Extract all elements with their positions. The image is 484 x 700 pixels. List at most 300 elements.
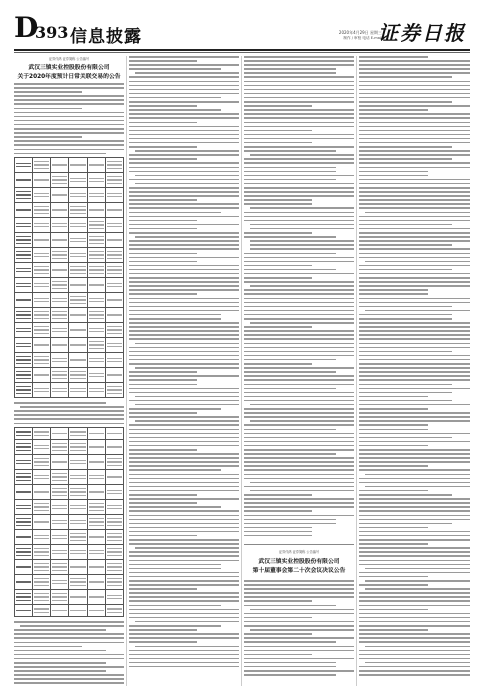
text-line	[129, 126, 239, 128]
text-line	[244, 68, 336, 70]
table-cell	[69, 173, 87, 188]
text-line	[244, 478, 354, 480]
text-line	[129, 584, 239, 586]
text-line	[359, 150, 470, 152]
table-cell	[33, 383, 51, 398]
text-line	[359, 461, 470, 463]
text-line	[365, 212, 470, 214]
text-line	[359, 384, 452, 386]
text-line	[359, 162, 470, 164]
notice-code-line: 证券代码 证券简称 公告编号	[48, 57, 90, 61]
text-line	[129, 191, 239, 193]
text-line	[359, 412, 470, 414]
table-cell	[105, 323, 123, 338]
text-line	[129, 195, 239, 197]
text-line	[244, 306, 354, 308]
text-line	[250, 224, 354, 226]
text-line	[359, 355, 470, 357]
text-line	[365, 486, 470, 488]
text-line	[244, 384, 354, 386]
text-line	[129, 146, 197, 148]
text-line	[359, 154, 470, 156]
text-line	[244, 650, 354, 652]
text-line	[14, 103, 124, 105]
table-cell	[87, 455, 105, 470]
text-line	[359, 236, 470, 238]
text-line	[359, 228, 470, 230]
text-line	[244, 396, 354, 398]
text-line	[244, 441, 354, 443]
notice-header	[14, 56, 124, 80]
text-line	[244, 126, 354, 128]
notice-company: 武汉三镇实业控股股份有限公司	[28, 65, 110, 71]
table-cell	[33, 575, 51, 590]
table-row	[15, 383, 124, 398]
text-line	[244, 646, 354, 648]
text-line	[359, 60, 470, 62]
table-cell	[105, 188, 123, 203]
table-cell	[51, 203, 69, 218]
text-line	[129, 551, 239, 553]
column-1	[14, 56, 124, 686]
text-line	[129, 130, 239, 132]
text-line	[14, 149, 124, 151]
table-cell	[15, 485, 33, 500]
text-line	[359, 445, 428, 447]
text-line	[359, 68, 470, 70]
table-cell	[105, 545, 123, 560]
text-line	[359, 482, 470, 484]
text-line	[244, 343, 354, 345]
text-line	[244, 109, 354, 111]
column-3	[244, 56, 354, 542]
table-cell	[69, 590, 87, 605]
text-line	[244, 613, 354, 615]
text-line	[359, 138, 470, 140]
text-line	[359, 404, 470, 406]
text-line	[129, 347, 239, 349]
text-line	[129, 207, 239, 209]
text-line	[244, 101, 354, 103]
text-line	[129, 158, 197, 160]
text-line	[244, 232, 312, 234]
text-line	[359, 158, 452, 160]
text-line	[129, 326, 239, 328]
text-line	[365, 261, 470, 263]
text-line	[14, 650, 106, 652]
table-cell	[33, 560, 51, 575]
text-line	[244, 167, 336, 169]
text-line	[20, 406, 124, 408]
text-line	[129, 560, 239, 562]
text-line	[359, 547, 470, 549]
text-line	[244, 187, 354, 189]
text-line	[244, 494, 312, 496]
text-line	[14, 116, 124, 118]
table-cell	[87, 353, 105, 368]
text-line	[359, 420, 470, 422]
text-line	[129, 605, 221, 607]
issue-date: 2020年4月29日 星期三	[338, 30, 382, 35]
body-text	[129, 56, 239, 667]
text-line	[359, 396, 428, 398]
text-line	[244, 265, 312, 267]
table-row	[15, 353, 124, 368]
table-row	[15, 560, 124, 575]
text-line	[129, 171, 239, 173]
text-line	[129, 388, 239, 390]
text-line	[135, 236, 239, 238]
table-row	[15, 308, 124, 323]
text-line	[359, 122, 470, 124]
text-line	[359, 560, 470, 562]
text-line	[129, 568, 221, 570]
text-line	[359, 220, 470, 222]
text-line	[359, 273, 470, 275]
text-line	[359, 502, 470, 504]
text-line	[359, 130, 470, 132]
text-line	[14, 414, 124, 416]
text-line	[129, 384, 197, 386]
table-cell	[51, 323, 69, 338]
text-line	[359, 613, 470, 615]
text-line	[14, 418, 124, 420]
text-line	[14, 112, 124, 114]
text-line	[129, 89, 239, 91]
text-line	[129, 60, 197, 62]
table-cell	[33, 158, 51, 173]
text-line	[359, 478, 470, 480]
table-cell	[69, 353, 87, 368]
text-line	[244, 371, 336, 373]
text-line	[244, 375, 354, 377]
text-line	[135, 420, 239, 422]
text-line	[359, 351, 452, 353]
text-line	[129, 592, 239, 594]
text-line	[14, 637, 124, 639]
text-line	[359, 253, 470, 255]
text-line	[359, 641, 470, 643]
table-cell	[105, 248, 123, 263]
text-line	[129, 564, 221, 566]
table-row	[15, 440, 124, 455]
text-line	[14, 682, 124, 684]
table-cell	[51, 353, 69, 368]
text-line	[359, 289, 428, 291]
text-line	[135, 343, 239, 345]
text-line	[244, 580, 354, 582]
text-line	[365, 310, 470, 312]
text-line	[129, 371, 197, 373]
table-row	[15, 590, 124, 605]
page-number: 393	[35, 23, 69, 42]
text-line	[359, 515, 470, 517]
notice-title: 第十届董事会第二十次会议决议公告	[252, 568, 346, 574]
text-line	[244, 588, 354, 590]
text-line	[244, 670, 354, 672]
text-line	[359, 416, 470, 418]
table-cell	[15, 455, 33, 470]
table-cell	[51, 575, 69, 590]
text-line	[129, 289, 239, 291]
text-line	[244, 60, 354, 62]
table-cell	[105, 263, 123, 278]
text-line	[135, 367, 239, 369]
table-cell	[69, 338, 87, 353]
table-cell	[51, 515, 69, 530]
text-line	[244, 625, 354, 627]
text-line	[359, 670, 470, 672]
text-line	[129, 240, 239, 242]
text-line	[244, 93, 354, 95]
table-cell	[51, 308, 69, 323]
text-line	[244, 326, 312, 328]
table-row	[15, 293, 124, 308]
text-line	[359, 592, 470, 594]
table-cell	[87, 188, 105, 203]
table-cell	[15, 218, 33, 233]
text-line	[129, 510, 239, 512]
table-cell	[105, 308, 123, 323]
table-row	[15, 530, 124, 545]
table-cell	[87, 158, 105, 173]
text-line	[244, 527, 312, 529]
text-line	[359, 551, 470, 553]
table-cell	[105, 233, 123, 248]
text-line	[14, 402, 106, 404]
text-line	[129, 498, 239, 500]
text-line	[129, 375, 239, 377]
column-2	[129, 56, 239, 686]
text-line	[250, 207, 354, 209]
text-line	[244, 89, 354, 91]
page-letter: D	[14, 11, 39, 44]
text-line	[129, 445, 239, 447]
text-line	[244, 367, 354, 369]
table-cell	[87, 383, 105, 398]
text-line	[244, 289, 354, 291]
table-cell	[51, 455, 69, 470]
text-line	[359, 429, 428, 431]
text-line	[359, 105, 470, 107]
text-line	[359, 117, 470, 119]
text-line	[359, 469, 470, 471]
text-line	[244, 130, 312, 132]
text-line	[129, 76, 239, 78]
text-line	[244, 122, 354, 124]
text-line	[129, 142, 239, 144]
text-line	[14, 91, 82, 93]
text-line	[244, 56, 354, 58]
text-line	[244, 175, 354, 177]
text-line	[129, 257, 239, 259]
text-line	[244, 117, 354, 119]
text-line	[359, 637, 470, 639]
text-line	[244, 351, 354, 353]
table-cell	[51, 428, 69, 440]
text-line	[359, 510, 470, 512]
table-row	[15, 233, 124, 248]
text-line	[135, 547, 239, 549]
table-cell	[15, 605, 33, 617]
text-line	[129, 306, 239, 308]
text-line	[359, 388, 470, 390]
table-cell	[105, 515, 123, 530]
table-cell	[105, 500, 123, 515]
text-line	[129, 359, 239, 361]
text-line	[129, 576, 239, 578]
text-line	[244, 318, 354, 320]
table-cell	[69, 440, 87, 455]
text-line	[244, 269, 336, 271]
table-cell	[69, 248, 87, 263]
text-line	[365, 580, 470, 582]
text-line	[129, 502, 197, 504]
text-line	[129, 588, 197, 590]
text-line	[244, 445, 354, 447]
text-line	[129, 658, 239, 660]
table-cell	[105, 485, 123, 500]
text-line	[244, 433, 354, 435]
table-cell	[87, 293, 105, 308]
text-line	[359, 625, 470, 627]
text-line	[244, 392, 354, 394]
text-line	[129, 662, 239, 664]
text-line	[250, 228, 354, 230]
text-line	[129, 596, 239, 598]
text-line	[244, 449, 354, 451]
text-line	[129, 531, 239, 533]
table-cell	[15, 338, 33, 353]
table-cell	[87, 338, 105, 353]
table-cell	[51, 590, 69, 605]
text-line	[129, 539, 239, 541]
text-line	[359, 506, 470, 508]
text-line	[359, 191, 470, 193]
text-line	[250, 609, 354, 611]
table-cell	[51, 158, 69, 173]
table-cell	[51, 383, 69, 398]
table-cell	[15, 188, 33, 203]
text-line	[359, 248, 470, 250]
text-line	[359, 183, 470, 185]
text-line	[359, 76, 452, 78]
text-line	[359, 232, 470, 234]
table-cell	[15, 515, 33, 530]
text-line	[129, 449, 197, 451]
text-line	[129, 203, 239, 205]
text-line	[359, 322, 470, 324]
table-cell	[87, 605, 105, 617]
text-line	[244, 134, 354, 136]
text-line	[359, 171, 428, 173]
table-cell	[105, 218, 123, 233]
text-line	[365, 588, 470, 590]
text-line	[244, 584, 354, 586]
text-line	[129, 543, 239, 545]
text-line	[129, 461, 239, 463]
column-4	[359, 56, 470, 686]
text-line	[359, 203, 470, 205]
text-line	[359, 81, 470, 83]
text-line	[244, 81, 354, 83]
text-line	[250, 490, 354, 492]
text-line	[129, 101, 239, 103]
text-line	[244, 363, 312, 365]
table-cell	[33, 353, 51, 368]
text-line	[129, 412, 197, 414]
table-cell	[69, 485, 87, 500]
text-line	[244, 469, 354, 471]
text-line	[14, 95, 124, 97]
text-line	[129, 261, 197, 263]
table-cell	[69, 203, 87, 218]
text-line	[359, 257, 470, 259]
text-line	[129, 437, 239, 439]
table-cell	[51, 440, 69, 455]
table-cell	[87, 428, 105, 440]
text-line	[244, 179, 336, 181]
text-line	[250, 420, 354, 422]
text-line	[135, 404, 239, 406]
text-line	[359, 199, 470, 201]
text-line	[359, 85, 470, 87]
table-cell	[105, 353, 123, 368]
text-line	[244, 437, 354, 439]
text-line	[359, 457, 470, 459]
text-line	[244, 596, 354, 598]
text-line	[250, 404, 354, 406]
text-line	[359, 629, 428, 631]
column-3-lower	[244, 580, 354, 686]
table-cell	[33, 530, 51, 545]
text-line	[244, 535, 312, 537]
table-cell	[69, 515, 87, 530]
table-cell	[51, 605, 69, 617]
table-cell	[51, 368, 69, 383]
table-cell	[15, 173, 33, 188]
text-line	[129, 441, 239, 443]
text-line	[14, 410, 124, 412]
text-line	[359, 555, 470, 557]
text-line	[359, 314, 452, 316]
table-cell	[105, 338, 123, 353]
notice-title: 关于2020年度预计日常关联交易的公告	[17, 74, 121, 80]
text-line	[129, 429, 239, 431]
table-cell	[69, 278, 87, 293]
table-cell	[15, 158, 33, 173]
text-line	[359, 408, 428, 410]
column-divider	[356, 56, 357, 686]
table-row	[15, 485, 124, 500]
text-line	[244, 658, 354, 660]
text-line	[359, 519, 470, 521]
text-line	[129, 179, 239, 181]
text-line	[129, 330, 239, 332]
text-line	[129, 298, 239, 300]
table-row	[15, 263, 124, 278]
text-line	[129, 613, 239, 615]
text-line	[129, 134, 239, 136]
text-line	[244, 273, 354, 275]
text-line	[359, 142, 470, 144]
text-line	[244, 379, 354, 381]
table-row	[15, 173, 124, 188]
text-line	[359, 326, 470, 328]
table-cell	[15, 308, 33, 323]
table-cell	[51, 233, 69, 248]
text-line	[129, 453, 239, 455]
